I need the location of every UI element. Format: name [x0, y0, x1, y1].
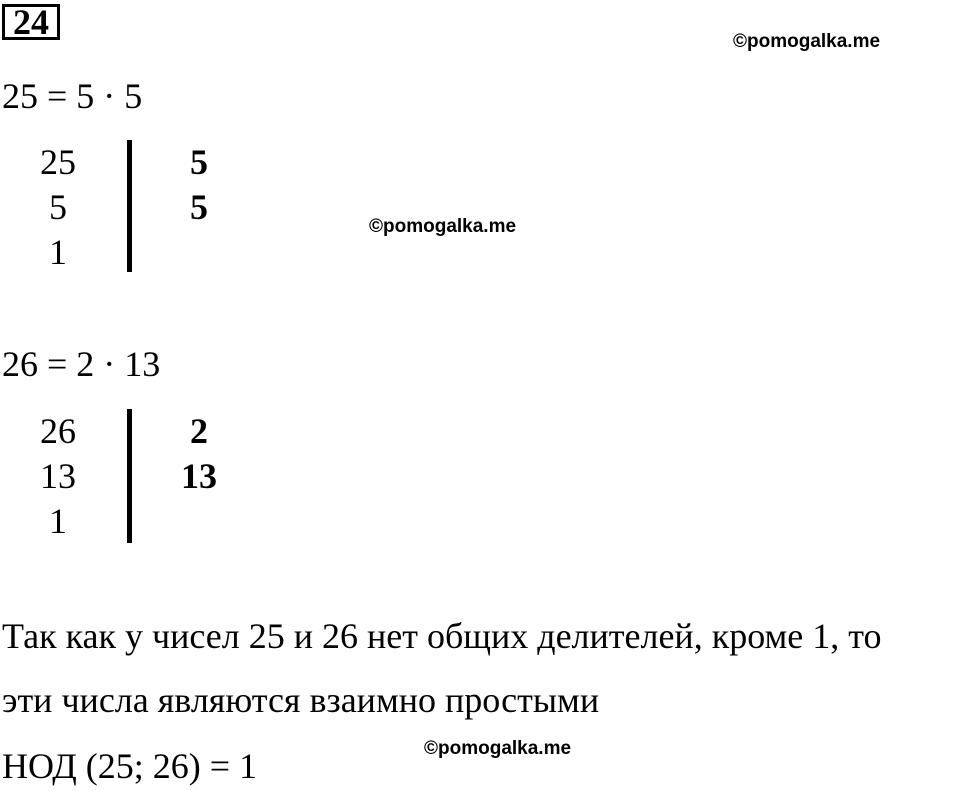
watermark: ©pomogalka.me: [424, 738, 572, 759]
factor-number: 1: [49, 232, 67, 272]
task-number-box: 24: [2, 4, 60, 40]
factor-number: 1: [49, 501, 67, 541]
conclusion-line-2: эти числа являются взаимно простыми: [2, 680, 600, 720]
factor-number: 26: [40, 411, 76, 451]
conclusion-line-1: Так как у чисел 25 и 26 нет общих делителей, кроме 1, то: [2, 616, 882, 656]
equation-26: 26 = 2 · 13: [2, 344, 161, 384]
watermark: ©pomogalka.me: [733, 31, 881, 52]
division-bar: [127, 140, 132, 272]
equation-25: 25 = 5 · 5: [2, 76, 143, 116]
factor-number: 13: [40, 456, 76, 496]
prime-divisor: 2: [190, 411, 208, 451]
prime-divisor: 5: [190, 187, 208, 227]
factor-number: 5: [49, 187, 67, 227]
prime-divisor: 13: [181, 456, 217, 496]
prime-divisor: 5: [190, 142, 208, 182]
division-bar: [127, 409, 132, 543]
factor-number: 25: [40, 142, 76, 182]
gcd-result: НОД (25; 26) = 1: [2, 746, 258, 786]
watermark: ©pomogalka.me: [369, 216, 517, 237]
